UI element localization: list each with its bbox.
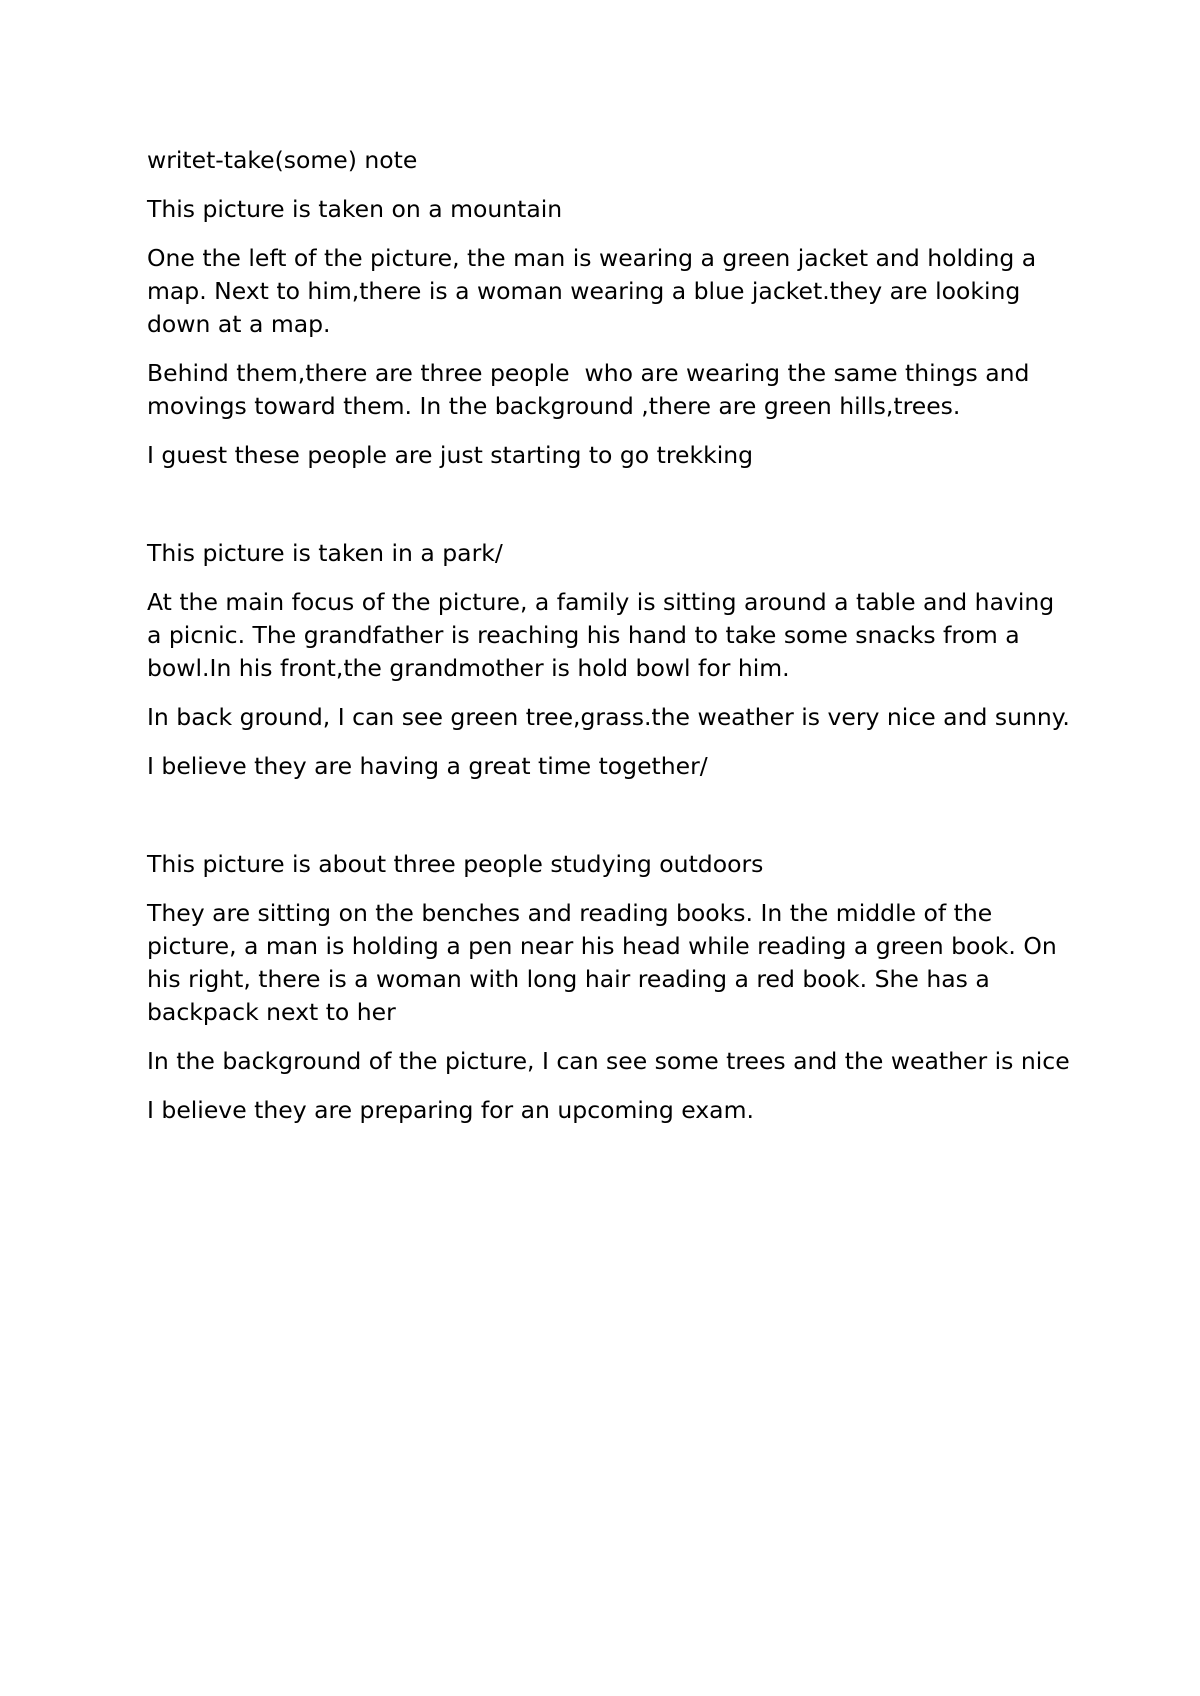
section-title: This picture is about three people studying outdoors (147, 850, 764, 878)
section-park (147, 537, 1077, 783)
section-spacer (147, 799, 1077, 848)
section-studying (147, 848, 1077, 1127)
paragraph: At the main focus of the picture, a family is sitting around a table and having a picnic. The grandfather is reaching his hand to take some snacks from a bowl.In his front,the grandmother is hold bowl for him. (147, 588, 1070, 682)
section-spacer (147, 488, 1077, 537)
paragraph: In the background of the picture, I can see some trees and the weather is nice (147, 1047, 1070, 1075)
document-body (147, 144, 1077, 1143)
paragraph: Behind them,there are three people who are wearing the same things and movings toward them. In the background ,there are green hills,trees. (147, 359, 1037, 420)
paragraph: I believe they are preparing for an upcoming exam. (147, 1096, 754, 1124)
section-title: This picture is taken on a mountain (147, 195, 563, 223)
section-mountain (147, 193, 1077, 472)
paragraph: In back ground, I can see green tree,grass.the weather is very nice and sunny. (147, 703, 1070, 731)
paragraph: One the left of the picture, the man is wearing a green jacket and holding a map. Next to him,there is a woman wearing a blue jacket.they are looking down at a map. (147, 244, 1044, 338)
paragraph: They are sitting on the benches and reading books. In the middle of the picture, a man is holding a pen near his head while reading a green book. On his right, there is a woman with long hair reading a red book. She has a backpack next to her (147, 899, 1065, 1026)
paragraph: I believe they are having a great time together/ (147, 752, 708, 780)
section-title: This picture is taken in a park/ (147, 539, 503, 567)
paragraph: I guest these people are just starting to go trekking (147, 441, 754, 469)
header-note: writet-take(some) note (147, 146, 418, 174)
